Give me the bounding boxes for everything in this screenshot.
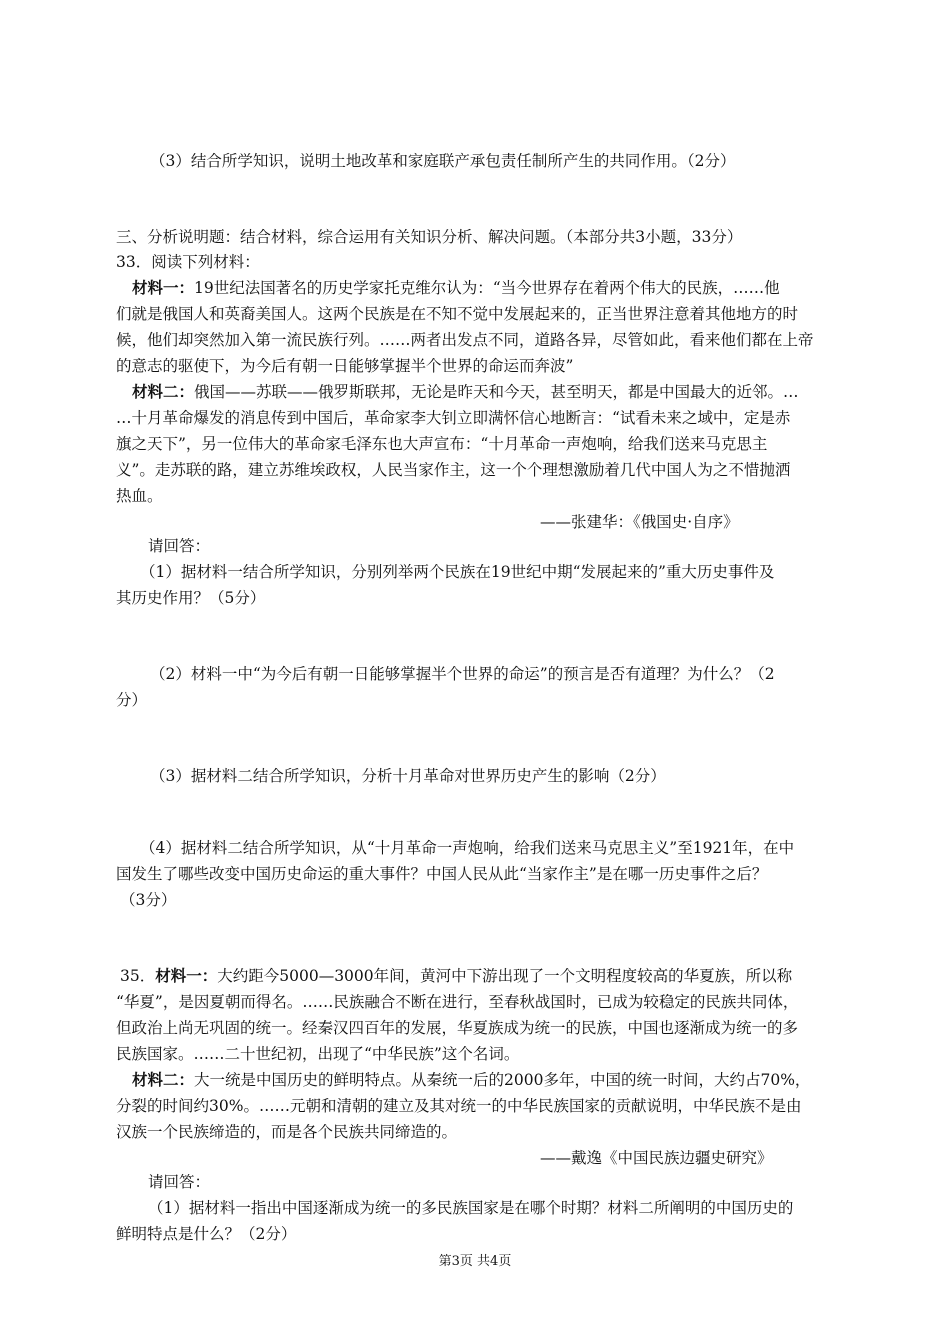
q33-q2-line-2: 分）	[116, 691, 148, 709]
q35-q1-line-2: 鲜明特点是什么？（2分）	[116, 1225, 297, 1243]
q33-q3: （3）据材料二结合所学知识，分析十月革命对世界历史产生的影响（2分）	[150, 767, 666, 785]
section-3-heading: 三、分析说明题：结合材料，综合运用有关知识分析、解决问题。（本部分共3小题，33分）	[116, 228, 743, 246]
q33-q4-line-2: 国发生了哪些改变中国历史命运的重大事件？中国人民从此“当家作主”是在哪一历史事件之后？	[116, 865, 768, 883]
q33-material1-line-1	[132, 275, 862, 301]
q35-attribution: ——戴逸《中国民族边疆史研究》	[540, 1149, 773, 1167]
q33-q4-line-3: （3分）	[120, 891, 177, 909]
q35-prompt: 请回答：	[148, 1173, 211, 1191]
q33-q1-line-2: 其历史作用？（5分）	[116, 589, 266, 607]
q35-material2-line-1	[132, 1067, 862, 1093]
page-footer: 第3页 共4页	[438, 1254, 512, 1269]
q35-material2-label: 材料二：	[132, 1070, 195, 1089]
q35-material2-line-2: 分裂的时间约30%。……元朝和清朝的建立及其对统一的中华民族国家的贡献说明，中华民族不是由	[116, 1097, 802, 1115]
q33-prompt: 请回答：	[148, 537, 211, 555]
q35-material1-line-1	[120, 963, 850, 989]
q35-material1-label: 材料一：	[155, 966, 218, 985]
q35-material1-line-3: 但政治上尚无巩固的统一。经秦汉四百年的发展，华夏族成为统一的民族，中国也逐渐成为统一的多	[116, 1019, 799, 1037]
q35-number: 35．	[120, 967, 156, 985]
q33-material1-line-3: 候，他们却突然加入第一流民族行列。……两者出发点不同，道路各异，尽管如此，看来他们都在上帝	[116, 331, 814, 349]
q33-material1-line-2: 们就是俄国人和英裔美国人。这两个民族是在不知不觉中发展起来的，正当世界注意着其他地方的时	[116, 305, 799, 323]
prev-question-3: （3）结合所学知识，说明土地改革和家庭联产承包责任制所产生的共同作用。（2分）	[150, 152, 736, 170]
q33-material2-line-5: 热血。	[116, 487, 163, 505]
q33-material2-line-4: 义”。走苏联的路，建立苏维埃政权，人民当家作主，这一个个理想激励着几代中国人为之不惜抛洒	[116, 461, 791, 479]
q35-material1-line-2: “华夏”，是因夏朝而得名。……民族融合不断在进行，至春秋战国时，已成为较稳定的民族共同体，	[116, 993, 799, 1011]
q35-material2-text: 大一统是中国历史的鲜明特点。从秦统一后的2000多年，中国的统一时间，大约占70%，	[194, 1071, 811, 1089]
q35-material1-line-4: 民族国家。……二十世纪初，出现了“中华民族”这个名词。	[116, 1045, 520, 1063]
q33-intro: 33．阅读下列材料：	[116, 253, 260, 271]
q33-q1-line-1: （1）据材料一结合所学知识，分别列举两个民族在19世纪中期“发展起来的”重大历史事件及	[140, 563, 775, 581]
q33-material2-text: 俄国——苏联——俄罗斯联邦，无论是昨天和今天，甚至明天，都是中国最大的近邻。…	[194, 383, 799, 401]
q33-q2-line-1: （2）材料一中“为今后有朝一日能够掌握半个世界的命运”的预言是否有道理？为什么？（2	[150, 665, 775, 683]
q33-material2-line-3: 旗之天下”，另一位伟大的革命家毛泽东也大声宣布：“十月革命一声炮响，给我们送来马克思主	[116, 435, 768, 453]
q33-material1-label: 材料一：	[132, 278, 195, 297]
q35-material1-text: 大约距今5000—3000年间，黄河中下游出现了一个文明程度较高的华夏族，所以称	[217, 967, 793, 985]
q33-material1-line-4: 的意志的驱使下，为今后有朝一日能够掌握半个世界的命运而奔波”	[116, 357, 574, 375]
q35-material2-line-3: 汉族一个民族缔造的，而是各个民族共同缔造的。	[116, 1123, 458, 1141]
q33-material1-text: 19世纪法国著名的历史学家托克维尔认为：“当今世界存在着两个伟大的民族，……他	[194, 279, 780, 297]
q33-material2-line-2: …十月革命爆发的消息传到中国后，革命家李大钊立即满怀信心地断言：“试看未来之域中，定是赤	[116, 409, 791, 427]
q33-material2-label: 材料二：	[132, 382, 195, 401]
q33-q4-line-1: （4）据材料二结合所学知识，从“十月革命一声炮响，给我们送来马克思主义”至1921年，在中	[140, 839, 795, 857]
q33-material2-line-1	[132, 379, 862, 405]
q33-attribution: ——张建华：《俄国史·自序》	[540, 513, 739, 531]
q35-q1-line-1: （1）据材料一指出中国逐渐成为统一的多民族国家是在哪个时期？材料二所阐明的中国历史的	[148, 1199, 794, 1217]
